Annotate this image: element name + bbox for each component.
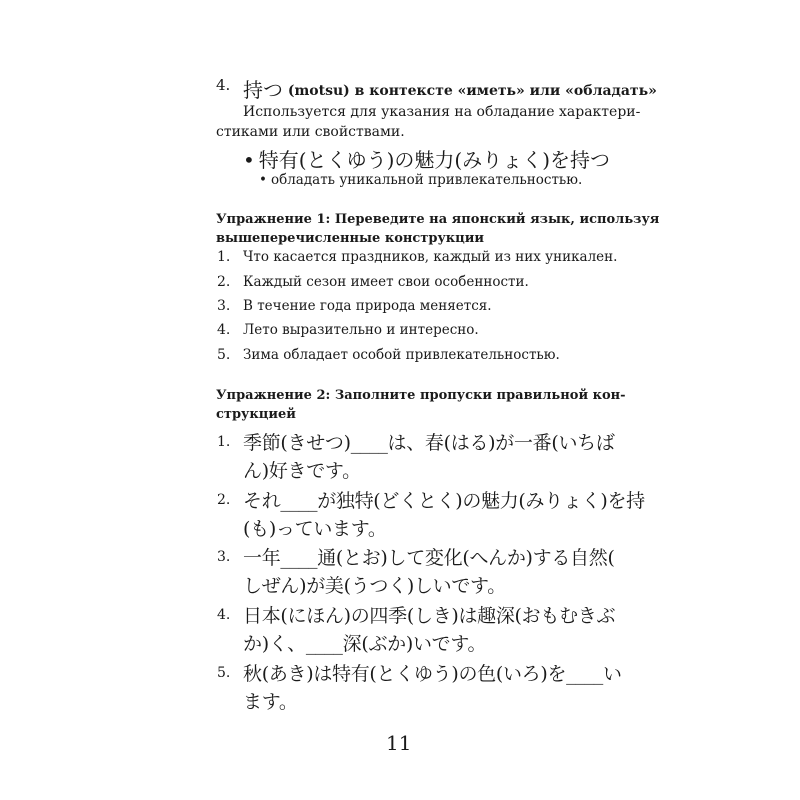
exercise1-item-number: 2.	[217, 274, 231, 290]
exercise1-item-number: 4.	[217, 322, 231, 338]
exercise2-item-line2: ます。	[243, 691, 298, 713]
exercise2-item-number: 3.	[217, 549, 231, 565]
exercise2-item-number: 5.	[217, 665, 231, 681]
exercise1-item-number: 5.	[217, 347, 231, 363]
section-number: 4.	[216, 76, 231, 94]
bullet-dot: •	[243, 148, 255, 172]
bullet-dot: •	[259, 172, 267, 188]
exercise2-item-number: 2.	[217, 492, 231, 508]
exercise2-item-number: 4.	[217, 607, 231, 623]
exercise2-item-line2: か)く、____深(ぶか)いです。	[243, 633, 487, 655]
exercise2-item-number: 1.	[217, 434, 231, 450]
exercise2-heading-line1: Упражнение 2: Заполните пропуски правильной кон-	[216, 388, 626, 403]
exercise2-item-line1: 一年____通(とお)して変化(へんか)する自然(	[243, 547, 615, 569]
exercise1-item-text: Лето выразительно и интересно.	[243, 322, 479, 338]
section-heading-jp: 持つ	[243, 78, 283, 102]
exercise2-item-line1: 日本(にほん)の四季(しき)は趣深(おもむきぶ	[243, 605, 616, 627]
exercise1-item-text: Каждый сезон имеет свои особенности.	[243, 274, 529, 290]
exercise2-item-line1: 秋(あき)は特有(とくゆう)の色(いろ)を____い	[243, 663, 622, 685]
example-jp-text: 特有(とくゆう)の魅力(みりょく)を持つ	[258, 148, 611, 172]
exercise2-heading-line2: струкцией	[216, 407, 296, 422]
exercise1-item-text: Что касается праздников, каждый из них уникален.	[243, 249, 618, 265]
exercise1-heading-line1: Упражнение 1: Переведите на японский язык, используя	[216, 212, 660, 227]
example-jp	[243, 144, 610, 173]
exercise1-heading-line2: вышеперечисленные конструкции	[216, 231, 485, 246]
section-heading-text: (motsu) в контексте «иметь» или «обладать»	[283, 83, 657, 99]
exercise2-item-line2: ん)好きです。	[243, 460, 361, 482]
section-heading	[243, 74, 657, 103]
section-description-line2: стиками или свойствами.	[216, 124, 405, 140]
example-translation-text: обладать уникальной привлекательностью.	[270, 172, 583, 188]
exercise2-item-line1: 季節(きせつ)____は、春(はる)が一番(いちば	[243, 432, 615, 454]
exercise2-item-line2: (も)っています。	[243, 518, 387, 540]
exercise1-item-number: 3.	[217, 298, 231, 314]
exercise1-item-number: 1.	[217, 249, 231, 265]
page-number: 11	[386, 731, 412, 755]
exercise1-item-text: Зима обладает особой привлекательностью.	[243, 347, 560, 363]
exercise1-item-text: В течение года природа меняется.	[243, 298, 492, 314]
exercise2-item-line1: それ____が独特(どくとく)の魅力(みりょく)を持	[243, 490, 645, 512]
section-description-line1: Используется для указания на обладание характери-	[243, 104, 641, 120]
exercise2-item-line2: しぜん)が美(うつく)しいです。	[243, 575, 506, 597]
example-translation	[259, 172, 582, 188]
